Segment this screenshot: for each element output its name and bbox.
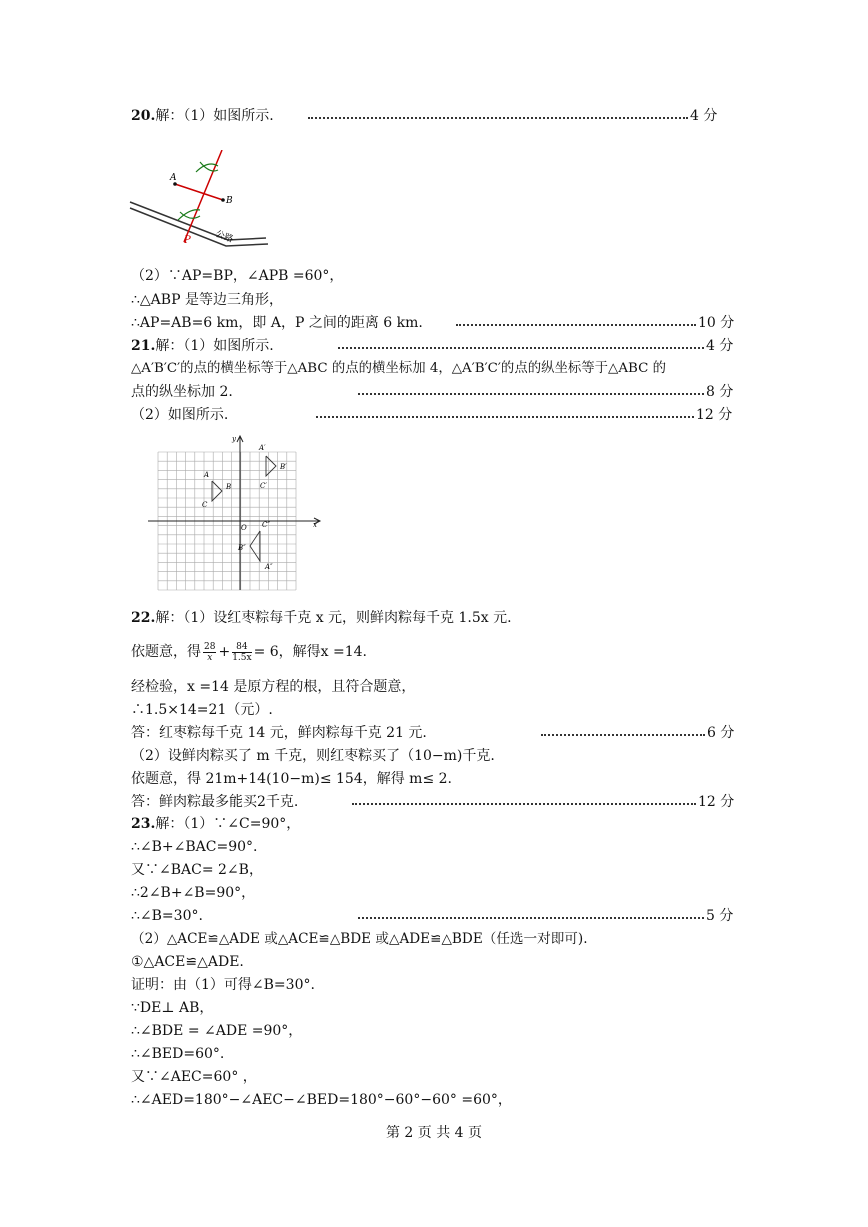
q23-text-1: 解：（1）∵∠C=90°， bbox=[155, 816, 301, 832]
q20-number: 20. bbox=[131, 108, 156, 124]
q23-line-4: ∴2∠B+∠B=90°， bbox=[131, 885, 256, 901]
label-c-prime: C′ bbox=[260, 482, 267, 490]
label-b: B bbox=[226, 483, 232, 491]
q22-line-6: （2）设鲜肉粽买了 m 千克，则红枣粽买了（10−m)千克. bbox=[131, 748, 495, 764]
q22-line-5: 答：红枣粽每千克 14 元，鲜肉粽每千克 21 元. bbox=[131, 725, 427, 741]
point-b bbox=[221, 198, 225, 202]
fraction-84-over-1-5x bbox=[232, 642, 251, 663]
q22-line-8: 答：鲜肉粽最多能买2千克. bbox=[131, 794, 299, 810]
label-c: C bbox=[202, 501, 208, 509]
label-b: B bbox=[226, 196, 233, 206]
label-c-double-prime: C″ bbox=[262, 521, 270, 529]
fraction-28-over-x bbox=[203, 642, 216, 663]
q21-leader-3 bbox=[358, 393, 704, 395]
fraction-1-denominator: x bbox=[207, 652, 213, 663]
origin-label: O bbox=[241, 524, 247, 532]
q20-line-2: （2）∵AP=BP，∠APB =60°， bbox=[131, 268, 344, 284]
q22-line-4: ∴1.5×14=21（元）. bbox=[131, 702, 273, 718]
q21-line-4: （2）如图所示. bbox=[131, 407, 229, 423]
q21-score-1: 4 分 bbox=[706, 338, 734, 354]
axis-label-y: y bbox=[232, 435, 236, 443]
q22-line-3: 经检验，x =14 是原方程的根，且符合题意， bbox=[131, 679, 416, 695]
q20-line-3: ∴△ABP 是等边三角形， bbox=[131, 292, 283, 308]
label-a: A bbox=[204, 471, 210, 479]
q23-score-5: 5 分 bbox=[706, 908, 734, 924]
label-a-double-prime: A″ bbox=[265, 563, 273, 571]
q23-number: 23. bbox=[131, 816, 156, 832]
q22-score-8: 12 分 bbox=[698, 794, 735, 810]
q22-text-1: 解：（1）设红枣粽每千克 x 元，则鲜肉粽每千克 1.5x 元. bbox=[155, 610, 512, 626]
q20-line-1 bbox=[131, 106, 274, 126]
q20-score-4: 10 分 bbox=[698, 315, 735, 331]
q22-number: 22. bbox=[131, 610, 156, 626]
q22-text-2b: = 6，解得x =14. bbox=[253, 644, 368, 660]
label-b-prime: B′ bbox=[280, 463, 287, 471]
q21-score-3: 8 分 bbox=[706, 384, 734, 400]
triangle-a1b1c1 bbox=[266, 456, 276, 476]
q21-line-1 bbox=[131, 336, 274, 356]
q21-coordinate-grid bbox=[148, 432, 323, 594]
perpendicular-bisector bbox=[184, 150, 222, 242]
q21-score-4: 12 分 bbox=[696, 407, 733, 423]
triangle-a2b2c2 bbox=[250, 531, 260, 561]
page-footer: 第 2 页 共 4 页 bbox=[385, 1125, 483, 1141]
road-edge-lower bbox=[130, 208, 268, 246]
q23-line-6: （2）△ACE≌△ADE 或△ACE≌△BDE 或△ADE≌△BDE（任选一对即可). bbox=[131, 931, 588, 947]
q22-score-5: 6 分 bbox=[707, 725, 735, 741]
q21-line-3: 点的纵坐标加 2. bbox=[131, 384, 233, 400]
axis-label-x: x bbox=[313, 521, 317, 529]
q21-line-2: △A′B′C′的点的横坐标等于△ABC 的点的横坐标加 4，△A′B′C′的点的纵坐标等于△ABC 的 bbox=[131, 361, 667, 376]
q23-leader-5 bbox=[358, 917, 704, 919]
q22-leader-5 bbox=[541, 734, 705, 736]
label-a: A bbox=[170, 173, 177, 183]
q23-line-7: ①△ACE≌△ADE. bbox=[131, 954, 244, 970]
q23-line-12: 又∵∠AEC=60° ， bbox=[131, 1069, 257, 1085]
label-a-prime: A′ bbox=[259, 444, 266, 452]
q21-leader-1 bbox=[338, 347, 704, 349]
q21-number: 21. bbox=[131, 338, 156, 354]
segment-ab bbox=[175, 184, 223, 200]
q23-line-10: ∴∠BDE = ∠ADE =90°， bbox=[131, 1023, 303, 1039]
fraction-1-numerator: 28 bbox=[204, 641, 216, 652]
q20-score-1: 4 分 bbox=[690, 108, 718, 124]
q20-figure bbox=[128, 150, 273, 250]
label-p: P bbox=[184, 235, 191, 246]
q23-line-1 bbox=[131, 814, 300, 834]
fraction-2-denominator: 1.5x bbox=[232, 652, 252, 663]
q22-leader-8 bbox=[352, 803, 696, 805]
q22-line-1 bbox=[131, 608, 512, 628]
q21-leader-4 bbox=[316, 416, 694, 418]
q20-leader-4 bbox=[456, 324, 696, 326]
q23-line-11: ∴∠BED=60°. bbox=[131, 1046, 225, 1062]
fraction-2-numerator: 84 bbox=[232, 642, 251, 653]
q20-text-1: 解：（1）如图所示. bbox=[155, 108, 274, 124]
q23-line-3: 又∵∠BAC= 2∠B， bbox=[131, 862, 263, 878]
q22-text-2a: 依题意，得 bbox=[131, 644, 201, 660]
q23-line-13: ∴∠AED=180°−∠AEC−∠BED=180°−60°−60° =60°， bbox=[131, 1092, 512, 1108]
q21-text-1: 解：（1）如图所示. bbox=[155, 338, 274, 354]
q23-line-8: 证明：由（1）可得∠B=30°. bbox=[131, 977, 315, 993]
q23-line-9: ∵DE⊥ AB， bbox=[131, 1000, 214, 1016]
q20-leader-1 bbox=[308, 117, 688, 119]
q23-line-2: ∴∠B+∠BAC=90°. bbox=[131, 839, 258, 855]
q22-line-2 bbox=[131, 641, 367, 663]
label-road: 公路 bbox=[213, 229, 235, 245]
q20-line-4: ∴AP=AB=6 km，即 A，P 之间的距离 6 km. bbox=[131, 315, 423, 331]
plus-sign: + bbox=[218, 644, 231, 660]
q23-line-5: ∴∠B=30°. bbox=[131, 908, 203, 924]
label-b-double-prime: B″ bbox=[238, 544, 246, 552]
q22-line-7: 依题意，得 21m+14(10−m)≤ 154，解得 m≤ 2. bbox=[131, 771, 452, 787]
